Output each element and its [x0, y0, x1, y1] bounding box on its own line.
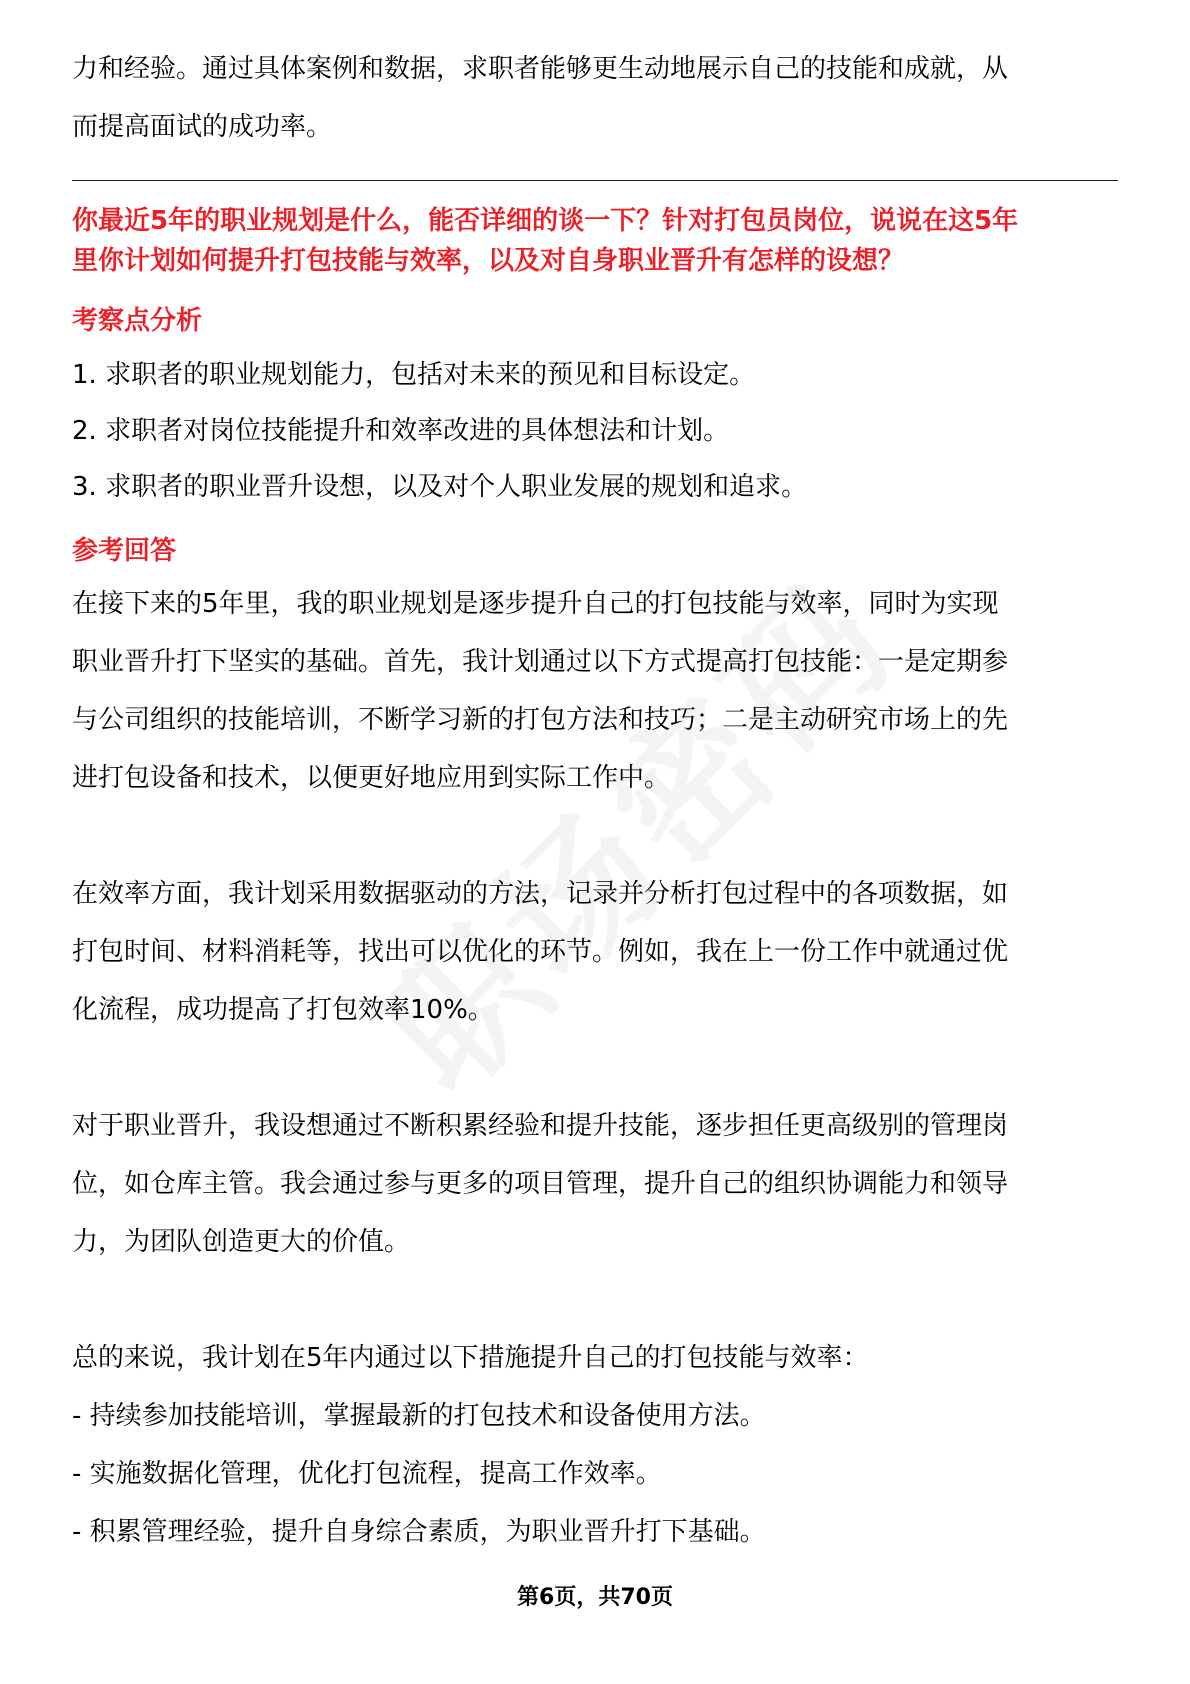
- page-content: [72, 40, 1118, 1561]
- answer-p1-line: 与公司组织的技能培训，不断学习新的打包方法和技巧；二是主动研究市场上的先: [72, 705, 1009, 735]
- answer-p1-line: 职业晋升打下坚实的基础。首先，我计划通过以下方式提高打包技能：一是定期参: [72, 647, 1009, 677]
- paragraph-gap: [72, 1271, 1118, 1329]
- intro-tail-line-2: 而提高面试的成功率。: [72, 112, 333, 142]
- answer-p1-line: 在接下来的5年里，我的职业规划是逐步提升自己的打包技能与效率，同时为实现: [72, 589, 999, 619]
- answer-title: 参考回答: [72, 536, 177, 566]
- answer-p1-line: 进打包设备和技术，以便更好地应用到实际工作中。: [72, 763, 671, 793]
- section-divider: [72, 180, 1118, 181]
- answer-p2-line: 化流程，成功提高了打包效率10%。: [72, 995, 494, 1025]
- answer-p3-line: 位，如仓库主管。我会通过参与更多的项目管理，提升自己的组织协调能力和领导: [72, 1169, 1009, 1199]
- answer-p2-line: 打包时间、材料消耗等，找出可以优化的环节。例如，我在上一份工作中就通过优: [72, 937, 1009, 967]
- paragraph-gap: [72, 1039, 1118, 1097]
- question-line-2: 里你计划如何提升打包技能与效率，以及对自身职业晋升有怎样的设想？: [72, 246, 905, 276]
- answer-p3-line: 力，为团队创造更大的价值。: [72, 1227, 411, 1257]
- analysis-title: 考察点分析: [72, 306, 203, 336]
- paragraph-gap: [72, 807, 1118, 865]
- analysis-item: 3. 求职者的职业晋升设想，以及对个人职业发展的规划和追求。: [72, 472, 808, 502]
- answer-p3-line: 对于职业晋升，我设想通过不断积累经验和提升技能，逐步担任更高级别的管理岗: [72, 1111, 1009, 1141]
- summary-bullet: - 持续参加技能培训，掌握最新的打包技术和设备使用方法。: [72, 1401, 766, 1431]
- page-number: 第6页，共70页: [517, 1585, 673, 1610]
- answer-p2-line: 在效率方面，我计划采用数据驱动的方法，记录并分析打包过程中的各项数据，如: [72, 879, 1009, 909]
- analysis-item: 2. 求职者对岗位技能提升和效率改进的具体想法和计划。: [72, 416, 730, 446]
- summary-bullet: - 积累管理经验，提升自身综合素质，为职业晋升打下基础。: [72, 1517, 766, 1547]
- analysis-item: 1. 求职者的职业规划能力，包括对未来的预见和目标设定。: [72, 360, 756, 390]
- summary-bullet: - 实施数据化管理，优化打包流程，提高工作效率。: [72, 1459, 662, 1489]
- intro-tail-line-1: 力和经验。通过具体案例和数据，求职者能够更生动地展示自己的技能和成就，从: [72, 54, 1009, 84]
- summary-intro: 总的来说，我计划在5年内通过以下措施提升自己的打包技能与效率：: [72, 1343, 869, 1373]
- question-line-1: 你最近5年的职业规划是什么，能否详细的谈一下？针对打包员岗位，说说在这5年: [72, 206, 1019, 236]
